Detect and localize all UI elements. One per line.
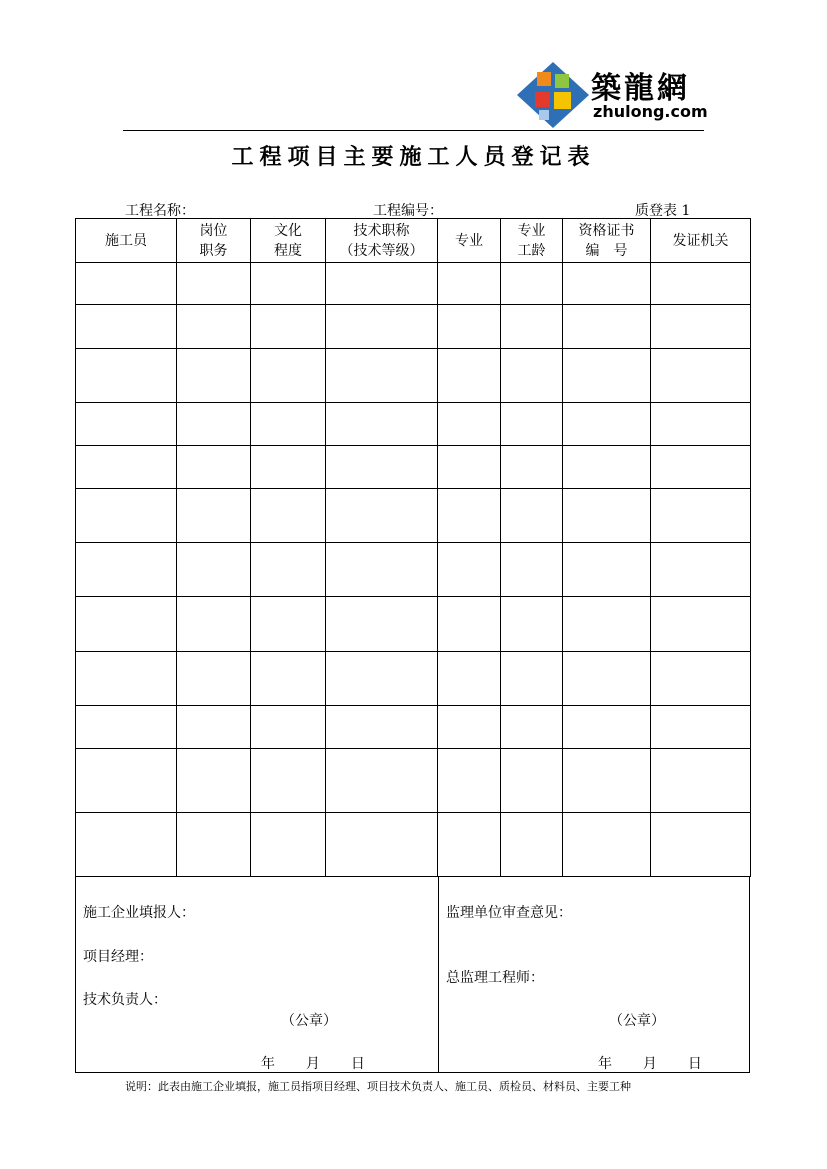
table-cell[interactable] [438, 403, 501, 446]
right-day: 日 [687, 1056, 702, 1072]
signature-divider [438, 877, 439, 1072]
table-cell[interactable] [563, 813, 651, 877]
table-cell[interactable] [251, 749, 326, 813]
table-cell[interactable] [177, 446, 251, 489]
table-row [76, 263, 751, 305]
table-cell[interactable] [501, 706, 563, 749]
table-cell[interactable] [177, 543, 251, 597]
col-header-years: 专业 工龄 [501, 219, 563, 263]
table-cell[interactable] [501, 489, 563, 543]
table-cell[interactable] [177, 706, 251, 749]
table-cell[interactable] [501, 403, 563, 446]
table-cell[interactable] [438, 706, 501, 749]
table-cell[interactable] [501, 263, 563, 305]
table-cell[interactable] [563, 749, 651, 813]
table-cell[interactable] [326, 813, 438, 877]
table-cell[interactable] [651, 597, 751, 652]
table-cell[interactable] [76, 749, 177, 813]
review-label: 监理单位审查意见： [446, 905, 572, 921]
table-cell[interactable] [76, 305, 177, 349]
table-cell[interactable] [177, 813, 251, 877]
right-year: 年 [598, 1056, 612, 1072]
table-cell[interactable] [177, 305, 251, 349]
chief-engineer-label: 总监理工程师： [446, 970, 544, 986]
table-header-row [76, 219, 751, 263]
col-header-title: 技术职称 （技术等级） [326, 219, 438, 263]
right-seal: （公章） [609, 1013, 665, 1029]
reporter-label: 施工企业填报人： [83, 905, 195, 921]
table-cell[interactable] [438, 652, 501, 706]
table-cell[interactable] [651, 305, 751, 349]
table-cell[interactable] [76, 706, 177, 749]
zhulong-logo [515, 60, 708, 130]
table-cell[interactable] [326, 706, 438, 749]
table-cell[interactable] [326, 543, 438, 597]
table-cell[interactable] [177, 652, 251, 706]
table-cell[interactable] [326, 489, 438, 543]
col-header-education: 文化 程度 [251, 219, 326, 263]
left-seal: （公章） [281, 1013, 337, 1029]
table-cell[interactable] [438, 349, 501, 403]
table-cell[interactable] [76, 813, 177, 877]
table-cell[interactable] [563, 597, 651, 652]
table-cell[interactable] [76, 446, 177, 489]
table-cell[interactable] [651, 349, 751, 403]
right-month: 月 [642, 1056, 657, 1072]
table-cell[interactable] [326, 652, 438, 706]
table-cell[interactable] [251, 349, 326, 403]
right-date [598, 1053, 702, 1073]
table-row [76, 706, 751, 749]
table-body [76, 263, 751, 877]
table-cell[interactable] [501, 543, 563, 597]
table-cell[interactable] [563, 489, 651, 543]
table-cell[interactable] [326, 403, 438, 446]
left-year: 年 [261, 1056, 275, 1072]
table-cell[interactable] [438, 749, 501, 813]
table-row [76, 652, 751, 706]
col-header-specialty: 专业 [438, 219, 501, 263]
table-cell[interactable] [76, 652, 177, 706]
table-row [76, 813, 751, 877]
project-name-label: 工程名称： [125, 203, 195, 219]
table-cell[interactable] [563, 349, 651, 403]
table-cell[interactable] [438, 543, 501, 597]
table-cell[interactable] [563, 263, 651, 305]
table-cell[interactable] [501, 652, 563, 706]
table-cell[interactable] [501, 813, 563, 877]
table-cell[interactable] [651, 543, 751, 597]
table-cell[interactable] [251, 813, 326, 877]
project-number-label: 工程编号： [373, 203, 443, 219]
table-cell[interactable] [326, 305, 438, 349]
table-cell[interactable] [251, 543, 326, 597]
table-cell[interactable] [251, 403, 326, 446]
form-number: 质登表 1 [635, 203, 691, 219]
table-cell[interactable] [651, 446, 751, 489]
table-row [76, 489, 751, 543]
table-row [76, 349, 751, 403]
table-row [76, 305, 751, 349]
tech-lead-label: 技术负责人： [83, 992, 167, 1008]
table-cell[interactable] [438, 446, 501, 489]
table-cell[interactable] [76, 597, 177, 652]
table-cell[interactable] [563, 706, 651, 749]
table-cell[interactable] [651, 263, 751, 305]
table-cell[interactable] [651, 403, 751, 446]
logo-mark-icon [515, 60, 591, 130]
col-header-issuer: 发证机关 [651, 219, 751, 263]
table-cell[interactable] [501, 749, 563, 813]
table-cell[interactable] [326, 263, 438, 305]
table-cell[interactable] [563, 543, 651, 597]
table-cell[interactable] [326, 349, 438, 403]
table-row [76, 597, 751, 652]
col-header-certificate: 资格证书 编 号 [563, 219, 651, 263]
footnote: 说明：此表由施工企业填报，施工员指项目经理、项目技术负责人、施工员、质检员、材料员、主要工种 [125, 1080, 631, 1093]
left-day: 日 [350, 1056, 365, 1072]
table-row [76, 403, 751, 446]
table-cell[interactable] [651, 652, 751, 706]
table-cell[interactable] [501, 597, 563, 652]
col-header-position: 岗位 职务 [177, 219, 251, 263]
table-cell[interactable] [438, 263, 501, 305]
manager-label: 项目经理： [83, 949, 153, 965]
header-rule [123, 130, 704, 131]
table-row [76, 749, 751, 813]
table-cell[interactable] [76, 489, 177, 543]
table-cell[interactable] [251, 263, 326, 305]
table-cell[interactable] [563, 446, 651, 489]
table-cell[interactable] [76, 543, 177, 597]
table-cell[interactable] [76, 403, 177, 446]
table-cell[interactable] [251, 652, 326, 706]
table-cell[interactable] [177, 349, 251, 403]
table-cell[interactable] [501, 349, 563, 403]
table-cell[interactable] [563, 305, 651, 349]
table-cell[interactable] [251, 446, 326, 489]
table-cell[interactable] [501, 305, 563, 349]
table-cell[interactable] [326, 597, 438, 652]
table-cell[interactable] [563, 403, 651, 446]
table-cell[interactable] [651, 489, 751, 543]
table-row [76, 446, 751, 489]
table-cell[interactable] [651, 749, 751, 813]
table-cell[interactable] [251, 706, 326, 749]
table-cell[interactable] [177, 263, 251, 305]
table-cell[interactable] [326, 446, 438, 489]
table-cell[interactable] [438, 813, 501, 877]
left-date [261, 1053, 365, 1073]
table-cell[interactable] [177, 489, 251, 543]
page-title: 工程项目主要施工人员登记表 [231, 144, 596, 170]
table-cell[interactable] [76, 263, 177, 305]
table-cell[interactable] [563, 652, 651, 706]
table-cell[interactable] [651, 813, 751, 877]
table-cell[interactable] [251, 305, 326, 349]
table-cell[interactable] [651, 706, 751, 749]
col-header-worker: 施工员 [76, 219, 177, 263]
left-month: 月 [305, 1056, 320, 1072]
table-cell[interactable] [76, 349, 177, 403]
table-row [76, 543, 751, 597]
table-cell[interactable] [251, 597, 326, 652]
table-cell[interactable] [177, 403, 251, 446]
table-cell[interactable] [501, 446, 563, 489]
table-cell[interactable] [177, 597, 251, 652]
table-cell[interactable] [438, 597, 501, 652]
personnel-table [75, 218, 751, 877]
signature-section [75, 877, 750, 1073]
table-cell[interactable] [438, 305, 501, 349]
logo-domain-text: zhulong.com [593, 102, 708, 121]
table-cell[interactable] [326, 749, 438, 813]
logo-chinese-text: 築龍網 [591, 71, 690, 106]
table-cell[interactable] [177, 749, 251, 813]
table-cell[interactable] [251, 489, 326, 543]
table-cell[interactable] [438, 489, 501, 543]
